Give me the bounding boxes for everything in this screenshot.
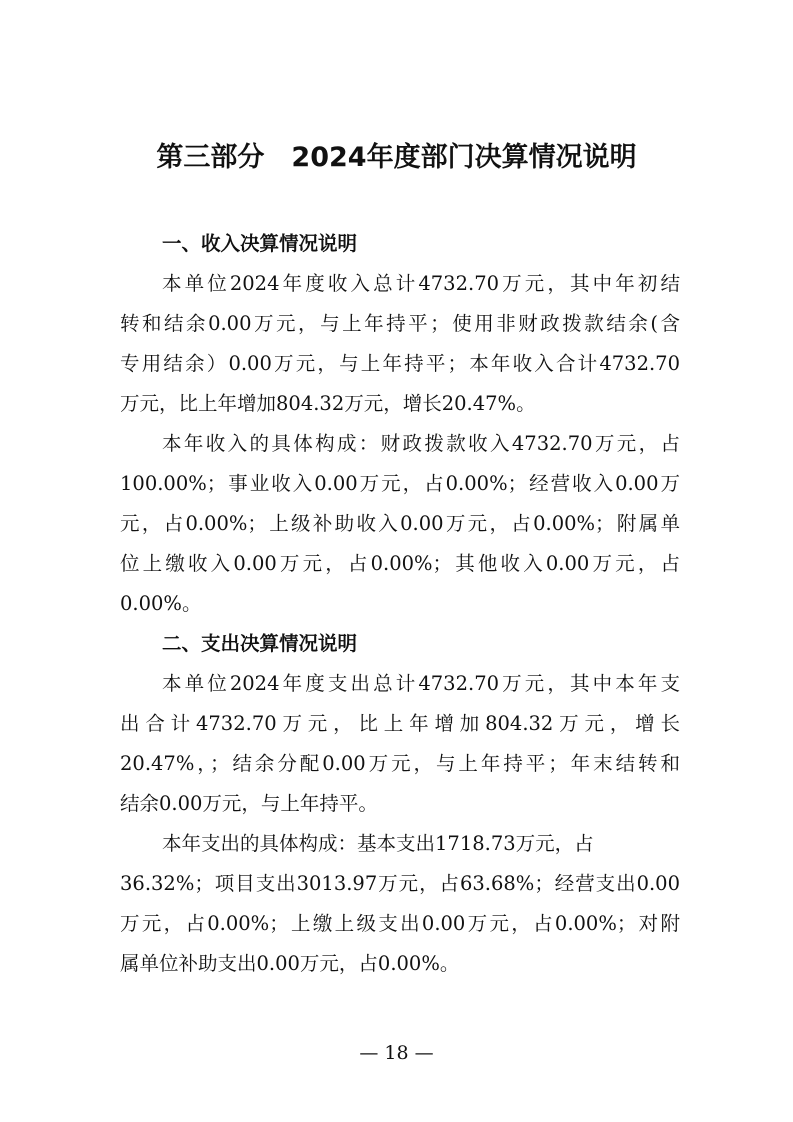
paragraph-line: 位上缴收入0.00万元，占0.00%；其他收入0.00万元，占 xyxy=(120,552,680,575)
page-number: — 18 — xyxy=(359,1042,434,1064)
income-total-paragraph xyxy=(120,264,680,424)
paragraph-line: 出合计4732.70万元，比上年增加804.32万元，增长 xyxy=(120,712,680,735)
paragraph-line: 属单位补助支出0.00万元，占0.00%。 xyxy=(120,952,460,975)
document-body xyxy=(120,224,680,984)
income-composition-paragraph xyxy=(120,424,680,624)
paragraph-line: 元，占0.00%；上级补助收入0.00万元，占0.00%；附属单 xyxy=(120,512,680,535)
paragraph-line: 本单位2024年度收入总计4732.70万元，其中年初结 xyxy=(162,272,680,295)
paragraph-line: 本年收入的具体构成：财政拨款收入4732.70万元，占 xyxy=(162,432,680,455)
paragraph-line: 100.00%；事业收入0.00万元，占0.00%；经营收入0.00万 xyxy=(120,472,680,495)
section-heading-expenditure: 二、支出决算情况说明 xyxy=(162,632,358,655)
page-title: 第三部分 2024年度部门决算情况说明 xyxy=(156,142,637,173)
paragraph-line: 万元，比上年增加804.32万元，增长20.47%。 xyxy=(120,392,536,415)
paragraph-line: 20.47%，；结余分配0.00万元，与上年持平；年末结转和 xyxy=(120,752,680,775)
expenditure-composition-paragraph xyxy=(120,824,680,984)
expenditure-total-paragraph xyxy=(120,664,680,824)
paragraph-line: 结余0.00万元，与上年持平。 xyxy=(120,792,378,815)
paragraph-line: 0.00%。 xyxy=(120,592,202,615)
paragraph-line: 36.32%；项目支出3013.97万元，占63.68%；经营支出0.00 xyxy=(120,872,680,895)
paragraph-line: 专用结余）0.00万元，与上年持平；本年收入合计4732.70 xyxy=(120,352,680,375)
paragraph-line: 本单位2024年度支出总计4732.70万元，其中本年支 xyxy=(162,672,680,695)
section-heading-income: 一、收入决算情况说明 xyxy=(162,232,358,255)
paragraph-line: 万元，占0.00%；上缴上级支出0.00万元，占0.00%；对附 xyxy=(120,912,680,935)
paragraph-line: 转和结余0.00万元，与上年持平；使用非财政拨款结余(含 xyxy=(120,312,680,335)
paragraph-line: 本年支出的具体构成：基本支出1718.73万元，占 xyxy=(162,832,594,855)
